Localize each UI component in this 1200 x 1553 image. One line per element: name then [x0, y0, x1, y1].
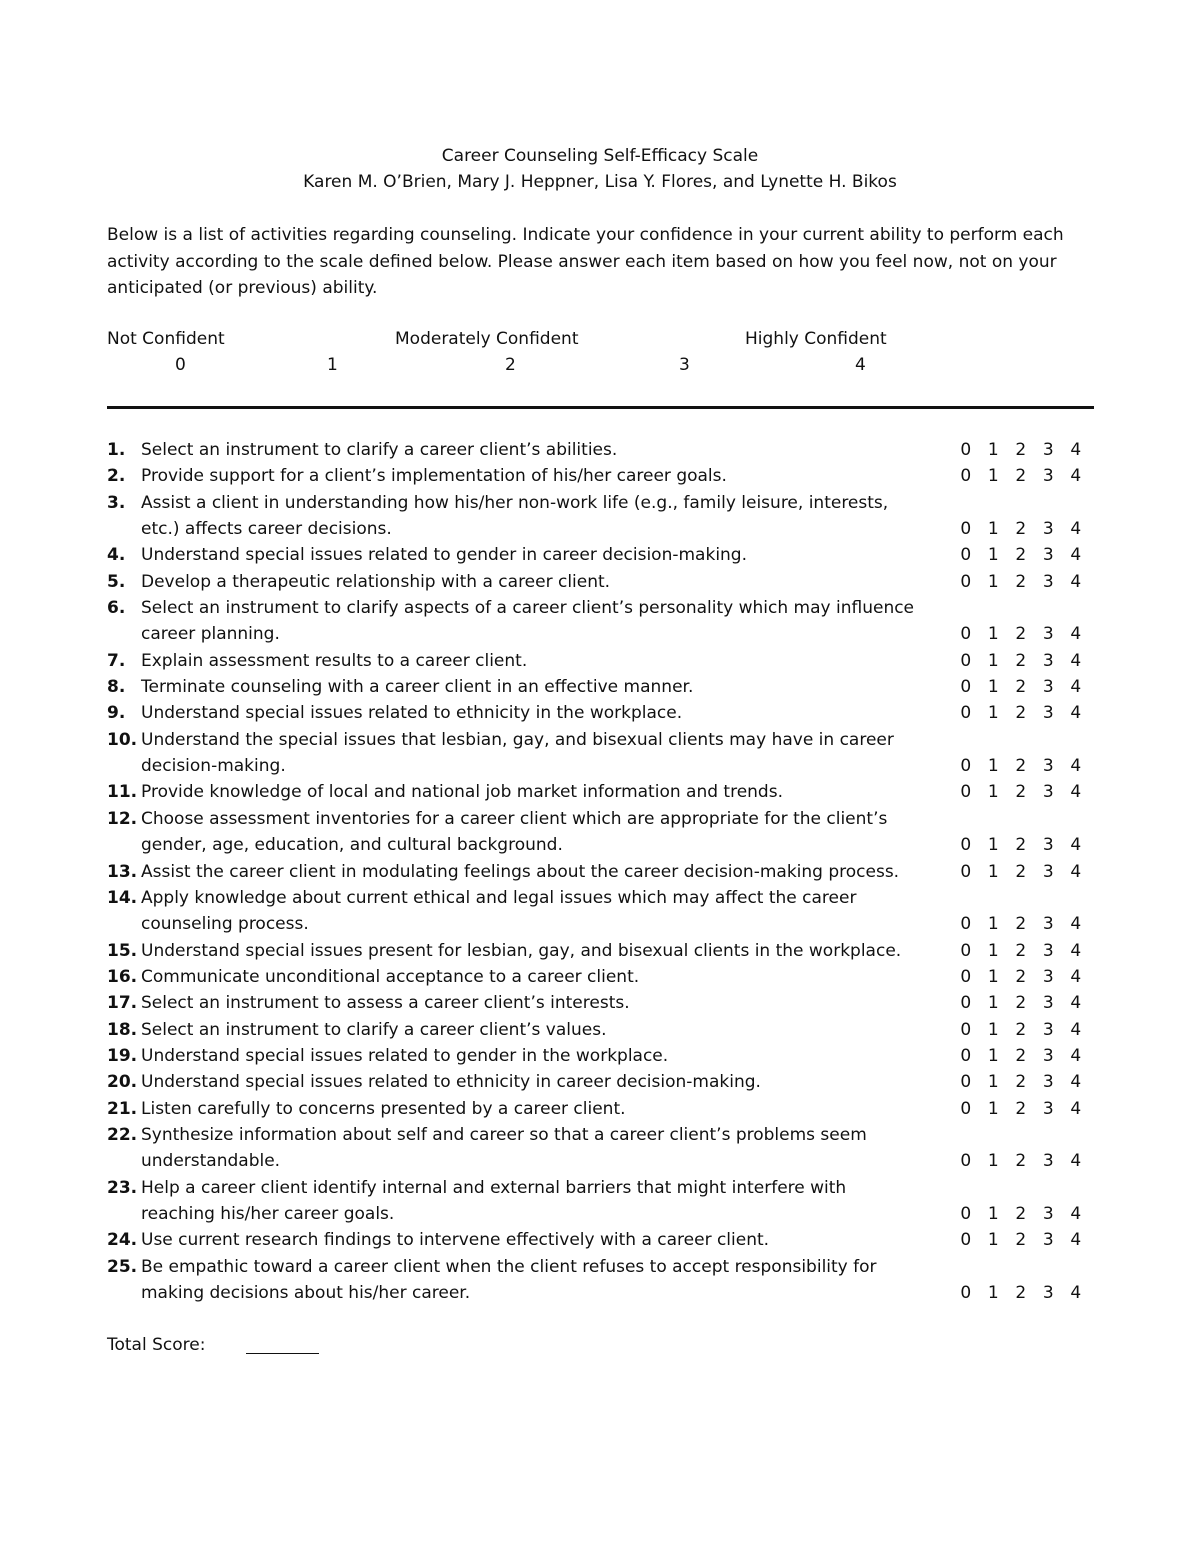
item-text: [141, 674, 941, 700]
rating-option[interactable]: 1: [987, 545, 999, 566]
item-text-line: Understand special issues related to ethnicity in career decision-making.: [141, 1072, 761, 1093]
item-text-line: etc.) affects career decisions.: [141, 519, 392, 540]
rating-option[interactable]: 3: [1042, 861, 1054, 882]
rating-option[interactable]: 0: [960, 1098, 972, 1119]
rating-option[interactable]: 2: [1015, 914, 1027, 935]
item-text: [141, 1175, 941, 1228]
rating-option[interactable]: 1: [987, 703, 999, 724]
item-number: 2.: [107, 466, 126, 487]
item-text-line: Communicate unconditional acceptance to a career client.: [141, 966, 640, 987]
item-text: [141, 595, 941, 648]
rating-option[interactable]: 4: [1070, 571, 1082, 592]
rating-option[interactable]: 1: [987, 1151, 999, 1172]
rating-option[interactable]: 1: [987, 835, 999, 856]
item-number: 9.: [107, 703, 126, 724]
item-number: 21.: [107, 1098, 138, 1119]
rating-option[interactable]: 3: [1042, 519, 1054, 540]
rating-option[interactable]: 2: [1015, 1072, 1027, 1093]
rating-options: [952, 1096, 1097, 1122]
rating-options: [952, 674, 1097, 700]
item-text-line: Select an instrument to assess a career client’s interests.: [141, 993, 630, 1014]
item-text: [141, 700, 941, 726]
rating-option[interactable]: 2: [1015, 940, 1027, 961]
rating-option[interactable]: 4: [1070, 782, 1082, 803]
list-item: [107, 938, 1097, 964]
item-text: [141, 542, 941, 568]
instruction-line: activity according to the scale defined below. Please answer each item based on how you feel now, not on your: [107, 251, 1057, 272]
rating-option[interactable]: 4: [1070, 650, 1082, 671]
item-text: [141, 990, 941, 1016]
total-score-label: Total Score:: [107, 1335, 206, 1355]
rating-option[interactable]: 4: [1070, 440, 1082, 460]
rating-options: [952, 1043, 1097, 1069]
rating-option[interactable]: 2: [1015, 756, 1027, 777]
instructions: [107, 222, 1097, 302]
item-number: 5.: [107, 571, 126, 592]
rating-option[interactable]: 0: [960, 1072, 972, 1093]
rating-options: [952, 753, 1097, 779]
item-text: [141, 1254, 941, 1307]
rating-option[interactable]: 2: [1015, 545, 1027, 566]
item-text-line: Understand special issues related to gender in the workplace.: [141, 1045, 669, 1066]
item-text: [141, 938, 941, 964]
rating-option[interactable]: 1: [987, 571, 999, 592]
page-title: Career Counseling Self-Efficacy Scale: [441, 146, 759, 166]
item-text: [141, 885, 941, 938]
list-item: [107, 806, 1097, 859]
rating-options: [952, 779, 1097, 805]
rating-option[interactable]: 4: [1070, 1230, 1082, 1251]
rating-option[interactable]: 0: [960, 677, 972, 698]
item-text-line: Understand special issues related to gender in career decision-making.: [141, 545, 748, 566]
rating-option[interactable]: 3: [1042, 650, 1054, 671]
item-text-line: Assist a client in understanding how his/her non-work life (e.g., family leisure, interests,: [141, 492, 889, 513]
list-item: [107, 1096, 1097, 1122]
rating-option[interactable]: 1: [987, 519, 999, 540]
scale-label-not-confident: Not Confident: [107, 329, 225, 349]
list-item: [107, 1254, 1097, 1307]
total-score-blank[interactable]: [246, 1353, 319, 1354]
rating-options: [952, 569, 1097, 595]
scale-number: 1: [327, 355, 338, 375]
item-text-line: Help a career client identify internal and external barriers that might interfere with: [141, 1177, 847, 1198]
rating-option[interactable]: 3: [1042, 466, 1054, 487]
rating-option[interactable]: 4: [1070, 624, 1082, 645]
item-number: 3.: [107, 492, 126, 513]
rating-option[interactable]: 2: [1015, 1283, 1027, 1303]
list-item: [107, 437, 1097, 463]
list-item: [107, 700, 1097, 726]
item-number: 8.: [107, 677, 126, 698]
rating-option[interactable]: 4: [1070, 835, 1082, 856]
item-number: 14.: [107, 887, 138, 908]
rating-option[interactable]: 0: [960, 835, 972, 856]
item-text-line: Apply knowledge about current ethical and legal issues which may affect the career: [141, 887, 857, 908]
item-number: 16.: [107, 966, 138, 987]
rating-option[interactable]: 2: [1015, 993, 1027, 1014]
rating-option[interactable]: 1: [987, 1203, 999, 1224]
item-number: 24.: [107, 1230, 138, 1251]
rating-option[interactable]: 3: [1042, 966, 1054, 987]
rating-option[interactable]: 4: [1070, 966, 1082, 987]
list-item: [107, 1017, 1097, 1043]
item-text: [141, 1017, 941, 1043]
rating-option[interactable]: 2: [1015, 1203, 1027, 1224]
rating-option[interactable]: 4: [1070, 914, 1082, 935]
list-item: [107, 859, 1097, 885]
rating-option[interactable]: 4: [1070, 466, 1082, 487]
item-text: [141, 779, 941, 805]
item-number: 19.: [107, 1045, 138, 1066]
item-number: 22.: [107, 1124, 138, 1145]
authors-line: Karen M. O’Brien, Mary J. Heppner, Lisa Y. Flores, and Lynette H. Bikos: [303, 172, 897, 192]
item-text-line: Assist the career client in modulating feelings about the career decision-making process.: [141, 861, 900, 882]
rating-option[interactable]: 4: [1070, 940, 1082, 961]
list-item: [107, 569, 1097, 595]
item-text-line: Provide support for a client’s implementation of his/her career goals.: [141, 466, 727, 487]
rating-option[interactable]: 2: [1015, 650, 1027, 671]
item-number: 6.: [107, 598, 126, 619]
rating-option[interactable]: 4: [1070, 756, 1082, 777]
list-item: [107, 779, 1097, 805]
rating-option[interactable]: 3: [1042, 1019, 1054, 1040]
rating-option[interactable]: 0: [960, 703, 972, 724]
list-item: [107, 1227, 1097, 1253]
rating-option[interactable]: 1: [987, 914, 999, 935]
rating-option[interactable]: 2: [1015, 966, 1027, 987]
rating-options: [952, 1280, 1097, 1306]
item-text-line: Choose assessment inventories for a career client which are appropriate for the client’s: [141, 808, 888, 829]
rating-option[interactable]: 0: [960, 861, 972, 882]
item-number: 4.: [107, 545, 126, 566]
rating-option[interactable]: 4: [1070, 677, 1082, 698]
list-item: [107, 727, 1097, 780]
item-number: 11.: [107, 782, 138, 803]
rating-option[interactable]: 1: [987, 861, 999, 882]
title-block: [0, 143, 1200, 195]
item-number: 7.: [107, 650, 126, 671]
item-text: [141, 648, 941, 674]
item-text: [141, 1043, 941, 1069]
rating-option[interactable]: 1: [987, 1072, 999, 1093]
rating-option[interactable]: 3: [1042, 1230, 1054, 1251]
rating-options: [952, 1148, 1097, 1174]
rating-option[interactable]: 3: [1042, 993, 1054, 1014]
rating-option[interactable]: 2: [1015, 1151, 1027, 1172]
item-text-line: Select an instrument to clarify a career client’s values.: [141, 1019, 607, 1040]
list-item: [107, 490, 1097, 543]
list-item: [107, 1069, 1097, 1095]
list-item: [107, 964, 1097, 990]
rating-option[interactable]: 2: [1015, 1019, 1027, 1040]
item-number: 13.: [107, 861, 138, 882]
item-number: 17.: [107, 993, 138, 1014]
rating-option[interactable]: 1: [987, 940, 999, 961]
item-text-line: understandable.: [141, 1151, 281, 1172]
rating-option[interactable]: 1: [987, 966, 999, 987]
rating-options: [952, 437, 1097, 463]
item-text: [141, 437, 941, 463]
item-text-line: Select an instrument to clarify a career client’s abilities.: [141, 440, 618, 460]
item-text-line: career planning.: [141, 624, 280, 645]
item-text-line: Listen carefully to concerns presented by a career client.: [141, 1098, 626, 1119]
rating-option[interactable]: 3: [1042, 440, 1054, 460]
rating-options: [952, 911, 1097, 937]
item-text: [141, 1069, 941, 1095]
rating-option[interactable]: 4: [1070, 1203, 1082, 1224]
rating-option[interactable]: 1: [987, 1019, 999, 1040]
rating-option[interactable]: 0: [960, 940, 972, 961]
rating-option[interactable]: 2: [1015, 571, 1027, 592]
scale-number: 4: [855, 355, 866, 375]
list-item: [107, 595, 1097, 648]
rating-option[interactable]: 3: [1042, 545, 1054, 566]
scale-label-moderately-confident: Moderately Confident: [395, 329, 579, 349]
rating-option[interactable]: 1: [987, 1230, 999, 1251]
rating-option[interactable]: 4: [1070, 1098, 1082, 1119]
item-text-line: Be empathic toward a career client when the client refuses to accept responsibility for: [141, 1256, 877, 1277]
list-item: [107, 1175, 1097, 1228]
rating-option[interactable]: 3: [1042, 703, 1054, 724]
rating-option[interactable]: 4: [1070, 519, 1082, 540]
rating-option[interactable]: 0: [960, 966, 972, 987]
rating-option[interactable]: 4: [1070, 861, 1082, 882]
rating-options: [952, 542, 1097, 568]
rating-option[interactable]: 2: [1015, 861, 1027, 882]
rating-option[interactable]: 1: [987, 440, 999, 460]
rating-option[interactable]: 3: [1042, 1283, 1054, 1303]
rating-option[interactable]: 3: [1042, 571, 1054, 592]
item-number: 25.: [107, 1256, 138, 1277]
rating-option[interactable]: 2: [1015, 1098, 1027, 1119]
rating-options: [952, 516, 1097, 542]
item-text-line: Understand special issues present for lesbian, gay, and bisexual clients in the workplace.: [141, 940, 902, 961]
rating-option[interactable]: 2: [1015, 677, 1027, 698]
item-text-line: Provide knowledge of local and national job market information and trends.: [141, 782, 783, 803]
item-list: [107, 437, 1097, 1306]
rating-option[interactable]: 0: [960, 1151, 972, 1172]
rating-option[interactable]: 4: [1070, 1072, 1082, 1093]
rating-option[interactable]: 0: [960, 1230, 972, 1251]
rating-option[interactable]: 2: [1015, 1045, 1027, 1066]
rating-option[interactable]: 0: [960, 466, 972, 487]
rating-option[interactable]: 1: [987, 1283, 999, 1303]
rating-option[interactable]: 4: [1070, 703, 1082, 724]
item-number: 18.: [107, 1019, 138, 1040]
item-text: [141, 727, 941, 780]
list-item: [107, 885, 1097, 938]
list-item: [107, 674, 1097, 700]
rating-option[interactable]: 2: [1015, 466, 1027, 487]
rating-option[interactable]: 3: [1042, 624, 1054, 645]
rating-option[interactable]: 3: [1042, 914, 1054, 935]
rating-option[interactable]: 0: [960, 519, 972, 540]
rating-option[interactable]: 2: [1015, 624, 1027, 645]
rating-option[interactable]: 0: [960, 756, 972, 777]
rating-option[interactable]: 3: [1042, 782, 1054, 803]
rating-option[interactable]: 2: [1015, 1230, 1027, 1251]
rating-option[interactable]: 3: [1042, 835, 1054, 856]
item-number: 20.: [107, 1072, 138, 1093]
item-text-line: Understand the special issues that lesbian, gay, and bisexual clients may have in career: [141, 729, 894, 750]
item-text: [141, 1122, 941, 1175]
scale-number: 3: [679, 355, 690, 375]
list-item: [107, 648, 1097, 674]
rating-option[interactable]: 3: [1042, 1203, 1054, 1224]
item-text: [141, 859, 941, 885]
rating-option[interactable]: 3: [1042, 1045, 1054, 1066]
rating-option[interactable]: 1: [987, 677, 999, 698]
rating-option[interactable]: 0: [960, 545, 972, 566]
rating-option[interactable]: 4: [1070, 993, 1082, 1014]
rating-options: [952, 859, 1097, 885]
rating-option[interactable]: 3: [1042, 677, 1054, 698]
item-text-line: reaching his/her career goals.: [141, 1203, 395, 1224]
rating-option[interactable]: 0: [960, 914, 972, 935]
rating-option[interactable]: 4: [1070, 1283, 1082, 1303]
rating-option[interactable]: 2: [1015, 440, 1027, 460]
item-text: [141, 490, 941, 543]
item-text: [141, 569, 941, 595]
rating-options: [952, 621, 1097, 647]
rating-options: [952, 964, 1097, 990]
rating-option[interactable]: 1: [987, 993, 999, 1014]
rating-option[interactable]: 1: [987, 624, 999, 645]
list-item: [107, 990, 1097, 1016]
rating-option[interactable]: 0: [960, 650, 972, 671]
item-number: 23.: [107, 1177, 138, 1198]
rating-option[interactable]: 0: [960, 440, 972, 460]
rating-options: [952, 1227, 1097, 1253]
item-text: [141, 1227, 941, 1253]
rating-option[interactable]: 1: [987, 756, 999, 777]
rating-options: [952, 1201, 1097, 1227]
item-number: 1.: [107, 440, 126, 460]
rating-option[interactable]: 3: [1042, 756, 1054, 777]
item-text-line: decision-making.: [141, 756, 286, 777]
rating-option[interactable]: 3: [1042, 1072, 1054, 1093]
rating-options: [952, 1017, 1097, 1043]
item-text: [141, 806, 941, 859]
rating-option[interactable]: 2: [1015, 835, 1027, 856]
list-item: [107, 1043, 1097, 1069]
list-item: [107, 463, 1097, 489]
rating-options: [952, 832, 1097, 858]
item-text-line: Explain assessment results to a career client.: [141, 650, 528, 671]
rating-option[interactable]: 4: [1070, 545, 1082, 566]
rating-option[interactable]: 3: [1042, 1098, 1054, 1119]
rating-options: [952, 463, 1097, 489]
rating-option[interactable]: 3: [1042, 940, 1054, 961]
instruction-line: Below is a list of activities regarding counseling. Indicate your confidence in your current ability to perform each: [107, 225, 1064, 245]
rating-option[interactable]: 0: [960, 624, 972, 645]
item-text-line: Synthesize information about self and career so that a career client’s problems seem: [141, 1124, 867, 1145]
rating-options: [952, 1069, 1097, 1095]
rating-option[interactable]: 4: [1070, 1019, 1082, 1040]
rating-option[interactable]: 0: [960, 1283, 972, 1303]
scale-number: 0: [175, 355, 186, 375]
rating-option[interactable]: 0: [960, 571, 972, 592]
divider-rule: [107, 406, 1094, 409]
rating-options: [952, 990, 1097, 1016]
list-item: [107, 1122, 1097, 1175]
item-text-line: Select an instrument to clarify aspects of a career client’s personality which may influence: [141, 598, 915, 619]
item-text: [141, 1096, 941, 1122]
rating-option[interactable]: 0: [960, 1203, 972, 1224]
rating-option[interactable]: 4: [1070, 1151, 1082, 1172]
item-text-line: gender, age, education, and cultural background.: [141, 835, 563, 856]
rating-option[interactable]: 0: [960, 1019, 972, 1040]
rating-options: [952, 648, 1097, 674]
rating-option[interactable]: 1: [987, 782, 999, 803]
item-text-line: Terminate counseling with a career client in an effective manner.: [141, 677, 694, 698]
scale-label-highly-confident: Highly Confident: [745, 329, 887, 349]
rating-option[interactable]: 1: [987, 466, 999, 487]
instruction-line: anticipated (or previous) ability.: [107, 278, 378, 298]
item-text: [141, 964, 941, 990]
item-text-line: counseling process.: [141, 914, 309, 935]
rating-option[interactable]: 2: [1015, 782, 1027, 803]
rating-option[interactable]: 4: [1070, 1045, 1082, 1066]
list-item: [107, 542, 1097, 568]
item-text-line: Develop a therapeutic relationship with a career client.: [141, 571, 611, 592]
item-text-line: Understand special issues related to ethnicity in the workplace.: [141, 703, 683, 724]
rating-option[interactable]: 0: [960, 782, 972, 803]
rating-option[interactable]: 0: [960, 993, 972, 1014]
rating-option[interactable]: 3: [1042, 1151, 1054, 1172]
scale-number: 2: [505, 355, 516, 375]
rating-option[interactable]: 1: [987, 650, 999, 671]
rating-options: [952, 700, 1097, 726]
rating-option[interactable]: 0: [960, 1045, 972, 1066]
rating-option[interactable]: 2: [1015, 519, 1027, 540]
item-text: [141, 463, 941, 489]
item-number: 12.: [107, 808, 138, 829]
rating-option[interactable]: 2: [1015, 703, 1027, 724]
rating-option[interactable]: 1: [987, 1045, 999, 1066]
item-text-line: making decisions about his/her career.: [141, 1283, 471, 1303]
rating-options: [952, 938, 1097, 964]
rating-option[interactable]: 1: [987, 1098, 999, 1119]
item-number: 10.: [107, 729, 138, 750]
item-number: 15.: [107, 940, 138, 961]
item-text-line: Use current research findings to intervene effectively with a career client.: [141, 1230, 770, 1251]
